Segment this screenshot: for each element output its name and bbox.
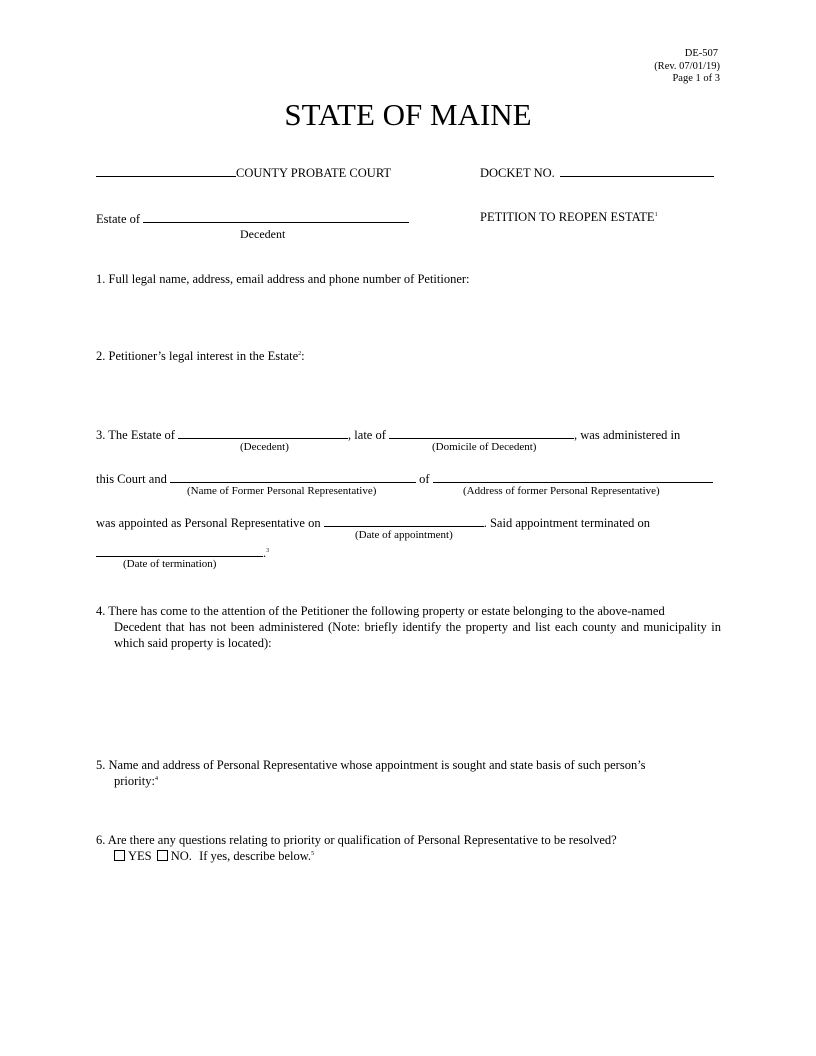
page-title: STATE OF MAINE: [284, 97, 532, 132]
page-number: Page 1 of 3: [672, 73, 720, 84]
domicile-caption: (Domicile of Decedent): [432, 441, 537, 453]
estate-line: [96, 210, 409, 227]
footnote-1-ref: 1: [654, 211, 658, 218]
no-label: NO.: [170, 849, 192, 863]
item-4-first-line: 4. There has come to the attention of the Petitioner the following property or estate belonging to the above-named: [96, 604, 665, 618]
domicile-field[interactable]: [389, 426, 574, 439]
item-5-rest: [96, 773, 721, 789]
of-label: of: [419, 472, 430, 486]
describe-text: If yes, describe below.: [199, 849, 312, 863]
county-field[interactable]: [96, 164, 236, 177]
court-label: COUNTY PROBATE COURT: [236, 166, 392, 180]
item-6-question: 6. Are there any questions relating to priority or qualification of Personal Representative to be resolved?: [96, 833, 617, 847]
no-checkbox[interactable]: [157, 850, 168, 861]
decedent-caption: Decedent: [240, 227, 286, 241]
appointment-date-field[interactable]: [324, 514, 484, 527]
item-2-colon: :: [301, 349, 305, 363]
form-revision: (Rev. 07/01/19): [654, 61, 720, 72]
yes-label: YES: [128, 849, 152, 863]
appointed-text: was appointed as Personal Representative on: [96, 516, 321, 530]
item-4-rest: Decedent that has not been administered (Note: briefly identify the property and list each county and municipality in which said property is located):: [114, 620, 721, 650]
item-1-text: 1. Full legal name, address, email address and phone number of Petitioner:: [96, 272, 470, 286]
termination-date-field[interactable]: [96, 544, 263, 557]
petition-title-text: PETITION TO REOPEN ESTATE: [480, 210, 655, 224]
court-line: [96, 164, 391, 181]
termination-caption: (Date of termination): [123, 558, 217, 570]
former-pr-name-field[interactable]: [170, 470, 416, 483]
footnote-5-ref: 5: [311, 850, 315, 857]
yes-checkbox[interactable]: [114, 850, 125, 861]
docket-label: DOCKET NO.: [480, 166, 555, 180]
item-5-text: [96, 757, 721, 789]
former-pr-address-field[interactable]: [433, 470, 713, 483]
petition-title: [480, 210, 658, 225]
appointment-caption: (Date of appointment): [355, 529, 453, 541]
footnote-2-ref: 2: [298, 350, 302, 357]
footnote-3-ref: 3: [266, 547, 270, 554]
item-4-text: [96, 603, 721, 651]
item-3-late-of: , late of: [348, 428, 386, 442]
item-3-administered: , was administered in: [574, 428, 681, 442]
item-3-prefix: 3. The Estate of: [96, 428, 175, 442]
docket-number-field[interactable]: [560, 164, 714, 177]
terminated-text: . Said appointment terminated on: [483, 516, 651, 530]
item-3-line-1: [96, 426, 680, 443]
footnote-4-ref: 4: [154, 775, 158, 782]
item-2-label: 2. Petitioner’s legal interest in the Estate: [96, 349, 299, 363]
item-5-first-line: 5. Name and address of Personal Representative whose appointment is sought and state basis of such person’s: [96, 758, 646, 772]
termination-end: .: [263, 546, 267, 560]
this-court-and: this Court and: [96, 472, 167, 486]
item-2-text: [96, 349, 305, 364]
form-number: DE-507: [684, 48, 718, 59]
docket-line: [480, 164, 714, 181]
decedent-caption-3: (Decedent): [240, 441, 289, 453]
estate-decedent-field[interactable]: [178, 426, 348, 439]
decedent-name-field[interactable]: [143, 210, 409, 223]
former-pr-address-caption: (Address of former Personal Representative): [463, 485, 660, 497]
former-pr-caption: (Name of Former Personal Representative): [187, 485, 377, 497]
item-5-priority: priority:: [114, 774, 155, 788]
item-6-options: [114, 849, 314, 864]
estate-label: Estate of: [96, 212, 141, 226]
